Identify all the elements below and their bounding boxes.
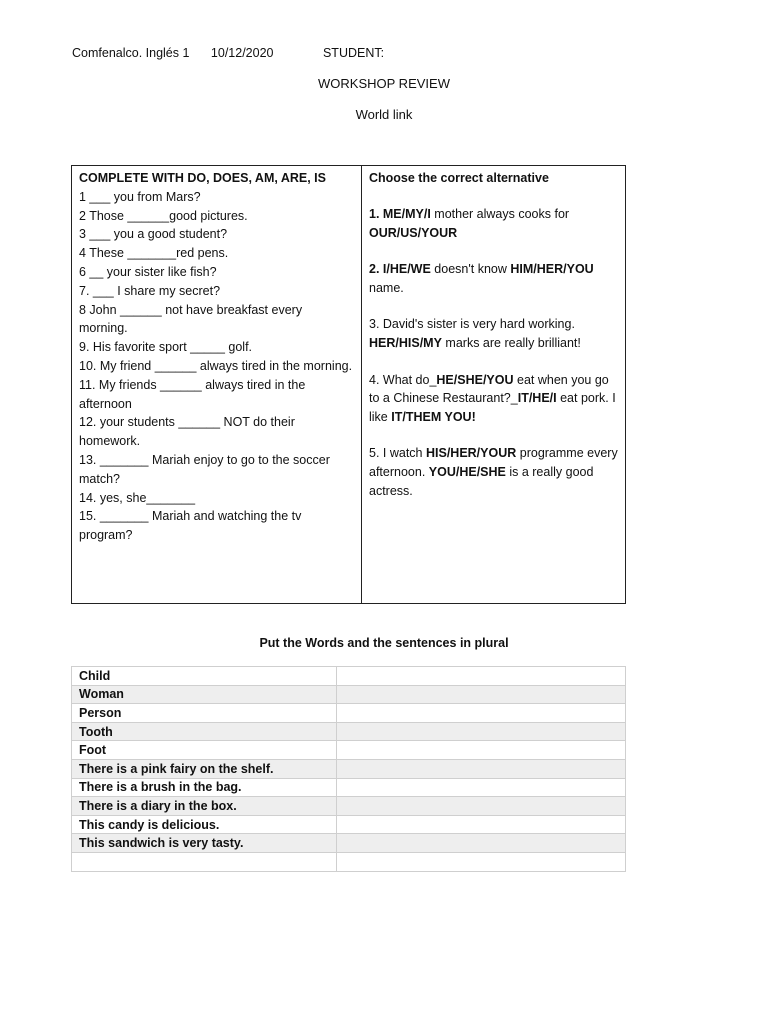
plural-answer-cell[interactable]: [337, 852, 626, 871]
table-row: [72, 704, 626, 723]
plural-answer-cell[interactable]: [337, 834, 626, 853]
choose-question-4: 4. What do_HE/SHE/YOU eat when you go to a Chinese Restaurant?_IT/HE/I eat pork. I like IT/THEM YOU!: [369, 372, 616, 425]
choose-question-1: 1. ME/MY/I mother always cooks for OUR/US/YOUR: [369, 207, 570, 241]
document-title: WORKSHOP REVIEW: [318, 76, 450, 91]
plural-answer-cell[interactable]: [337, 797, 626, 816]
plural-answer-cell[interactable]: [337, 759, 626, 778]
choose-question-2: 2. I/HE/WE doesn't know HIM/HER/YOU name.: [369, 262, 594, 296]
singular-cell: Foot: [72, 741, 337, 760]
header-line: [72, 46, 384, 60]
complete-item: 14. yes, she_______: [79, 490, 196, 505]
complete-item: 7. ___ I share my secret?: [79, 283, 221, 298]
table-row: [72, 722, 626, 741]
table-row: [72, 834, 626, 853]
table-row: [72, 778, 626, 797]
complete-item: 15. _______ Mariah and watching the tv program?: [79, 509, 302, 543]
complete-item: 12. your students ______ NOT do their homework.: [79, 415, 295, 449]
complete-item: 6 __ your sister like fish?: [79, 264, 217, 279]
complete-item: 4 These _______red pens.: [79, 246, 229, 261]
complete-item: 3 ___ you a good student?: [79, 227, 228, 242]
singular-cell: There is a brush in the bag.: [72, 778, 337, 797]
singular-cell: Tooth: [72, 722, 337, 741]
table-row: [72, 815, 626, 834]
table-row: [72, 759, 626, 778]
table-row: [72, 685, 626, 704]
singular-cell: This sandwich is very tasty.: [72, 834, 337, 853]
singular-cell: There is a diary in the box.: [72, 797, 337, 816]
table-row: [72, 797, 626, 816]
table-row: [72, 667, 626, 686]
complete-item: 1 ___ you from Mars?: [79, 189, 201, 204]
document-subtitle: World link: [355, 107, 413, 122]
singular-cell: [72, 852, 337, 871]
choose-question-5: 5. I watch HIS/HER/YOUR programme every afternoon. YOU/HE/SHE is a really good actress.: [369, 446, 618, 499]
complete-items: [79, 188, 354, 545]
plural-answer-cell[interactable]: [337, 685, 626, 704]
complete-heading: COMPLETE WITH DO, DOES, AM, ARE, IS: [79, 171, 326, 185]
plural-answer-cell[interactable]: [337, 722, 626, 741]
student-label: STUDENT:: [322, 46, 385, 60]
plural-answer-cell[interactable]: [337, 778, 626, 797]
date: 10/12/2020: [210, 46, 274, 60]
singular-cell: Person: [72, 704, 337, 723]
plural-answer-cell[interactable]: [337, 704, 626, 723]
singular-cell: There is a pink fairy on the shelf.: [72, 759, 337, 778]
plural-table: [71, 666, 626, 872]
complete-item: 9. His favorite sport _____ golf.: [79, 340, 253, 355]
plural-answer-cell[interactable]: [337, 741, 626, 760]
complete-item: 13. _______ Mariah enjoy to go to the soccer match?: [79, 452, 330, 486]
choose-heading: Choose the correct alternative: [369, 171, 549, 185]
complete-item: 2 Those ______good pictures.: [79, 208, 248, 223]
table-row: [72, 741, 626, 760]
complete-exercise: [72, 166, 362, 603]
singular-cell: This candy is delicious.: [72, 815, 337, 834]
plural-answer-cell[interactable]: [337, 667, 626, 686]
choose-exercise: [362, 166, 625, 603]
exercise-table: [71, 165, 626, 604]
complete-item: 8 John ______ not have breakfast every morning.: [79, 302, 303, 336]
plural-title: Put the Words and the sentences in plural: [259, 636, 509, 650]
institution: Comfenalco. Inglés 1: [72, 46, 190, 60]
table-row: [72, 852, 626, 871]
choose-question-3: 3. David's sister is very hard working. HER/HIS/MY marks are really brilliant!: [369, 317, 581, 351]
singular-cell: Woman: [72, 685, 337, 704]
complete-item: 11. My friends ______ always tired in the afternoon: [79, 377, 306, 411]
singular-cell: Child: [72, 667, 337, 686]
plural-answer-cell[interactable]: [337, 815, 626, 834]
complete-item: 10. My friend ______ always tired in the morning.: [79, 358, 353, 373]
